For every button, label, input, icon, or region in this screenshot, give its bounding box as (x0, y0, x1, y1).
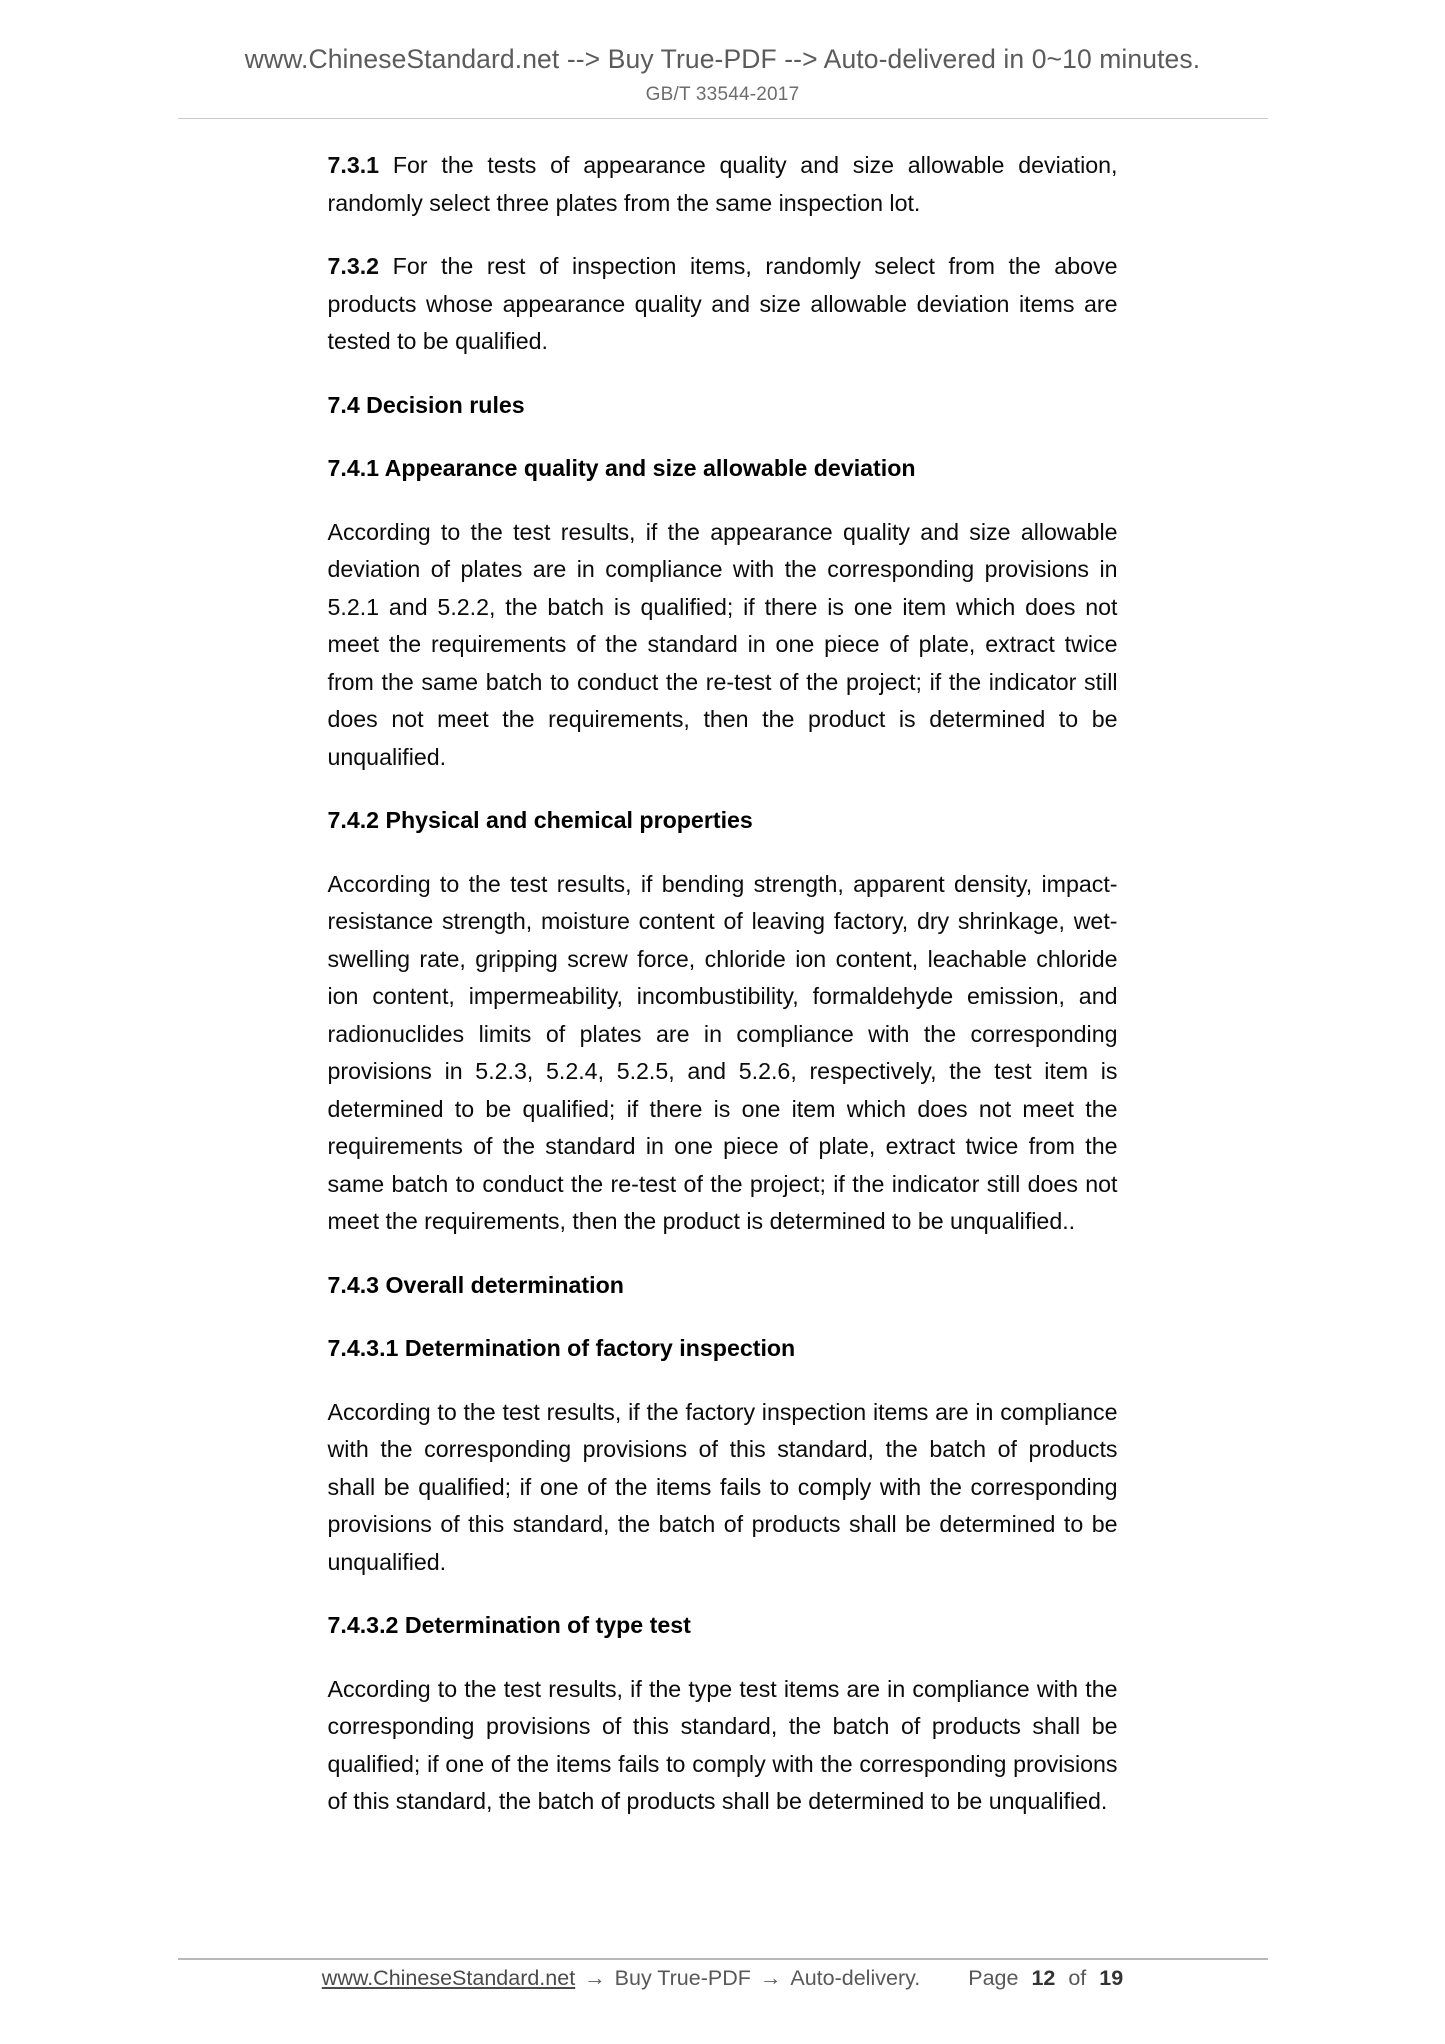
heading-7-4-3-2: 7.4.3.2 Determination of type test (327, 1612, 691, 1639)
clause-number-7-3-2: 7.3.2 (327, 253, 380, 280)
clause-text-7-3-1: For the tests of appearance quality and size allowable deviation, randomly select three plates from the same inspection lot. (327, 152, 1118, 216)
footer-divider (178, 1958, 1268, 1960)
header-promo-text: www.ChineseStandard.net --> Buy True-PDF --> Auto-delivered in 0~10 minutes. (244, 44, 1201, 74)
standard-number: GB/T 33544-2017 (645, 84, 800, 106)
footer-delivery-label: Auto-delivery. (790, 1966, 921, 1990)
clause-number-7-3-1: 7.3.1 (327, 152, 380, 179)
footer-buy-label: Buy True-PDF (614, 1966, 751, 1990)
page-number: 12 (1031, 1966, 1056, 1990)
document-body (328, 119, 1118, 1821)
page-label: Page (968, 1966, 1019, 1990)
heading-7-4-3-1: 7.4.3.1 Determination of factory inspection (327, 1335, 796, 1362)
clause-7-3-1 (328, 147, 1118, 222)
heading-7-4-1: 7.4.1 Appearance quality and size allowable deviation (327, 455, 916, 482)
heading-7-4-2: 7.4.2 Physical and chemical properties (327, 807, 753, 834)
paragraph-7-4-3-2: According to the test results, if the type test items are in compliance with the corresponding provisions of this standard, the batch of products shall be qualified; if one of the items fails to comply with the corresponding provisions of this standard, the batch of products shall be determined to be unqualified. (327, 1675, 1118, 1815)
clause-7-3-2 (328, 248, 1118, 361)
page-header (0, 0, 1445, 119)
page-indicator (968, 1966, 1123, 1991)
paragraph-7-4-1: According to the test results, if the appearance quality and size allowable deviation of plates are in compliance with the corresponding provisions in 5.2.1 and 5.2.2, the batch is qualified; if there is one item which does not meet the requirements of the standard in one piece of plate, extract twice from the same batch to conduct the re-test of the project; if the indicator still does not meet the requirements, then the product is determined to be unqualified. (327, 518, 1118, 770)
footer-site-link[interactable]: www.ChineseStandard.net (321, 1966, 576, 1990)
of-label: of (1068, 1966, 1087, 1990)
arrow-right-icon-2: → (759, 1966, 782, 1990)
page-footer (0, 1966, 1445, 1991)
heading-7-4: 7.4 Decision rules (327, 391, 525, 418)
page-total: 19 (1099, 1966, 1124, 1990)
heading-7-4-3: 7.4.3 Overall determination (327, 1271, 624, 1298)
arrow-right-icon: → (584, 1966, 606, 1990)
footer-promo (322, 1966, 920, 1991)
paragraph-7-4-2: According to the test results, if bending strength, apparent density, impact-resistance strength, moisture content of leaving factory, dry shrinkage, wet-swelling rate, gripping screw force, chloride ion content, leachable chloride ion content, impermeability, incombustibility, formaldehyde emission, and radionuclides limits of plates are in compliance with the corresponding provisions in 5.2.3, 5.2.4, 5.2.5, and 5.2.6, respectively, the test item is determined to be qualified; if there is one item which does not meet the requirements of the standard in one piece of plate, extract twice from the same batch to conduct the re-test of the project; if the indicator still does not meet the requirements, then the product is determined to be unqualified.. (327, 870, 1118, 1235)
paragraph-7-4-3-1: According to the test results, if the factory inspection items are in compliance with the corresponding provisions of this standard, the batch of products shall be qualified; if one of the items fails to comply with the corresponding provisions of this standard, the batch of products shall be determined to be unqualified. (327, 1398, 1118, 1575)
clause-text-7-3-2: For the rest of inspection items, randomly select from the above products whose appearance quality and size allowable deviation items are tested to be qualified. (327, 253, 1118, 355)
